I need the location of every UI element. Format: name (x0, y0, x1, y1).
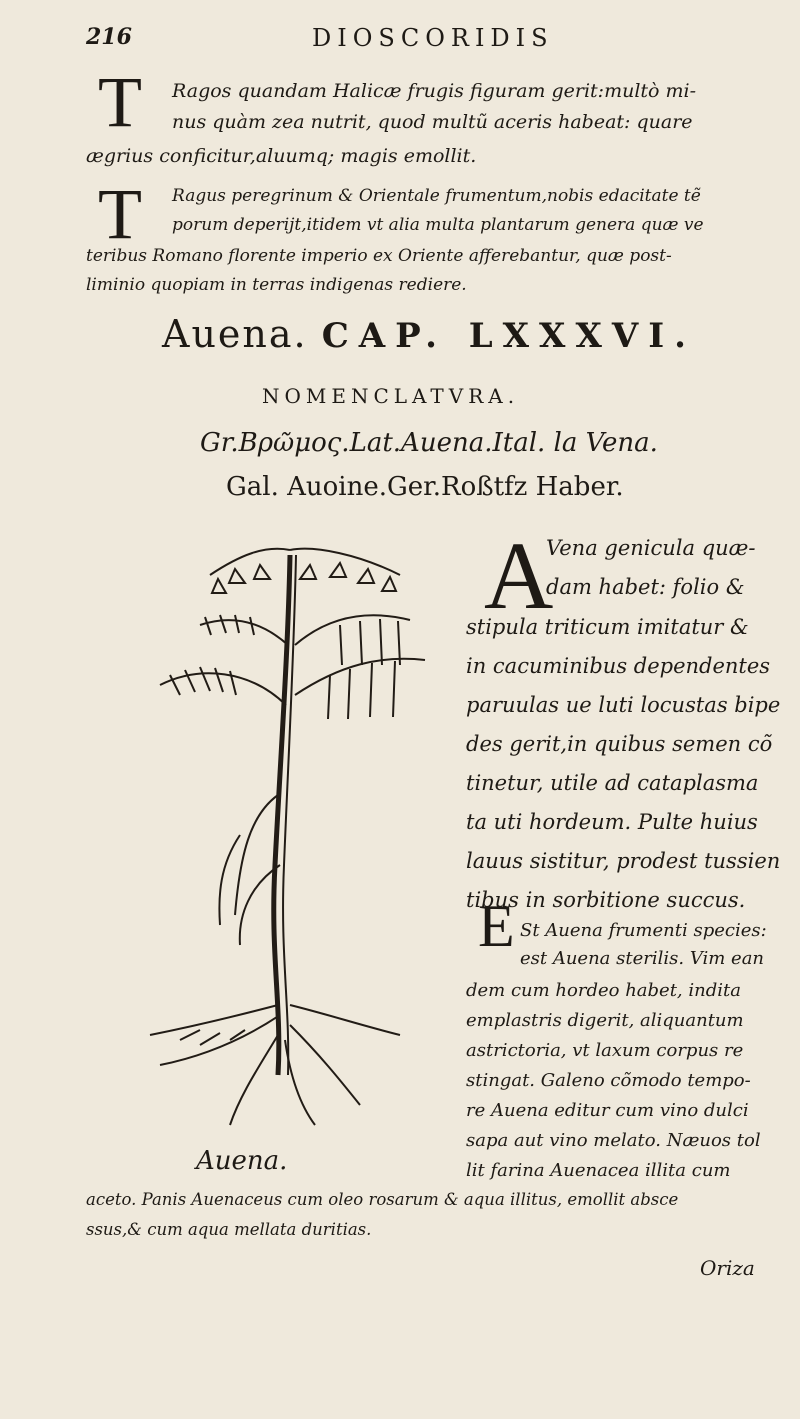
commentary-line-3: dem cum hordeo habet, indita (466, 980, 741, 1001)
commentary-line-4: emplastris digerit, aliquantum (466, 1010, 744, 1031)
tragos-line-3: ægrius conficitur,aluumq; magis emollit. (86, 145, 477, 167)
oat-plant-woodcut (140, 535, 440, 1135)
tragus-line-4: liminio quopiam in terras indigenas rediere. (86, 275, 467, 295)
page-number: 216 (86, 24, 132, 50)
drop-cap-commentary: E (478, 893, 515, 959)
description-line-6: des gerit,in quibus semen cõ (466, 732, 773, 756)
tragus-line-3: teribus Romano florente imperio ex Oriente afferebantur, quæ post- (86, 246, 672, 266)
description-line-5: paruulas ue luti locustas bipe (466, 693, 781, 717)
nomenclatura-line-2: Gal. Auoine.Ger.Roßtfz Haber. (226, 472, 624, 502)
nomenclatura-line-1: Gr.Βρῶμος.Lat.Auena.Ital. la Vena. (200, 428, 658, 458)
drop-cap-description: A (484, 522, 554, 629)
chapter-number: CAP. LXXXVI. (321, 316, 696, 356)
description-line-10: tibus in sorbitione succus. (466, 888, 746, 912)
chapter-title: Auena. (162, 312, 308, 356)
commentary-line-6: stingat. Galeno cõmodo tempo- (466, 1070, 751, 1091)
commentary-line-5: astrictoria, vt laxum corpus re (466, 1040, 744, 1061)
drop-cap-tragos: T (98, 62, 142, 142)
running-head: DIOSCORIDIS (312, 24, 554, 52)
commentary-full-line-2: ssus,& cum aqua mellata duritias. (86, 1220, 372, 1239)
figure-caption: Auena. (196, 1146, 288, 1176)
description-line-1: Vena genicula quæ- (546, 536, 756, 560)
catchword: Oriza (700, 1256, 755, 1280)
description-line-4: in cacuminibus dependentes (466, 654, 771, 678)
description-line-7: tinetur, utile ad cataplasma (466, 771, 759, 795)
commentary-line-9: lit farina Auenacea illita cum (466, 1160, 731, 1181)
commentary-line-8: sapa aut vino melato. Næuos tol (466, 1130, 761, 1151)
tragus-line-2: porum deperijt,itidem vt alia multa plantarum genera quæ ve (172, 215, 704, 235)
description-line-3: stipula triticum imitatur & (466, 615, 749, 639)
description-line-8: ta uti hordeum. Pulte huius (466, 810, 758, 834)
chapter-heading (162, 312, 696, 356)
tragos-line-2: nus quàm zea nutrit, quod multũ aceris habeat: quare (172, 111, 693, 133)
description-line-2: dam habet: folio & (546, 575, 745, 599)
nomenclatura-heading: NOMENCLATVRA. (262, 384, 520, 408)
drop-cap-tragus: T (98, 174, 142, 254)
commentary-line-7: re Auena editur cum vino dulci (466, 1100, 749, 1121)
commentary-full-line-1: aceto. Panis Auenaceus cum oleo rosarum & aqua illitus, emollit absce (86, 1190, 679, 1209)
commentary-line-1: St Auena frumenti species: (520, 920, 767, 941)
tragus-line-1: Ragus peregrinum & Orientale frumentum,nobis edacitate tẽ (172, 186, 701, 206)
description-line-9: lauus sistitur, prodest tussien (466, 849, 781, 873)
commentary-line-2: est Auena sterilis. Vim ean (520, 948, 765, 969)
tragos-line-1: Ragos quandam Halicæ frugis figuram gerit:multò mi- (172, 80, 697, 102)
